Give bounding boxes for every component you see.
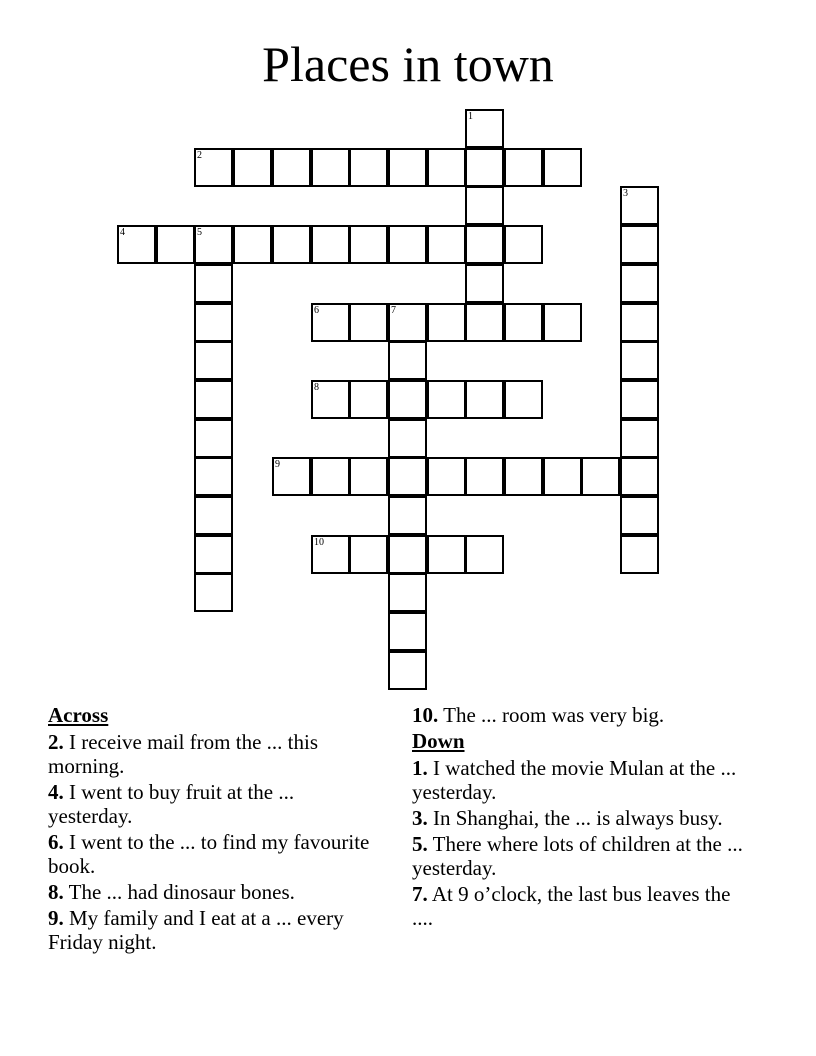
crossword-cell[interactable]: [620, 496, 659, 535]
crossword-cell[interactable]: [465, 109, 504, 148]
clue-number: 9.: [48, 906, 64, 930]
clue-across-10: [412, 703, 752, 727]
crossword-cell[interactable]: [388, 651, 427, 690]
crossword-cell[interactable]: [427, 535, 466, 574]
crossword-cell[interactable]: [620, 303, 659, 342]
crossword-cell[interactable]: [543, 303, 582, 342]
across-heading: Across: [48, 703, 109, 727]
clue-number: 10.: [412, 703, 439, 727]
clue-text: At 9 o’clock, the last bus leaves the ....: [412, 882, 731, 930]
clue-number: 3.: [412, 806, 428, 830]
crossword-cell[interactable]: [620, 380, 659, 419]
crossword-cell[interactable]: [620, 341, 659, 380]
page-title: Places in town: [262, 36, 554, 92]
crossword-cell[interactable]: [388, 148, 427, 187]
crossword-cell[interactable]: [349, 380, 388, 419]
crossword-cell[interactable]: [620, 535, 659, 574]
crossword-cell[interactable]: [504, 225, 543, 264]
crossword-cell[interactable]: [427, 303, 466, 342]
cell-number: 10: [314, 537, 324, 548]
crossword-cell[interactable]: [117, 225, 156, 264]
crossword-cell[interactable]: [194, 303, 233, 342]
crossword-cell[interactable]: [194, 496, 233, 535]
cell-number: 8: [314, 382, 319, 393]
crossword-cell[interactable]: [620, 419, 659, 458]
crossword-cell[interactable]: [233, 148, 272, 187]
clue-across-2: [48, 730, 373, 778]
crossword-cell[interactable]: [194, 380, 233, 419]
crossword-cell[interactable]: [504, 380, 543, 419]
clue-number: 7.: [412, 882, 428, 906]
crossword-cell[interactable]: [194, 225, 233, 264]
clue-text: In Shanghai, the ... is always busy.: [433, 806, 723, 830]
crossword-cell[interactable]: [581, 457, 620, 496]
cell-number: 9: [275, 459, 280, 470]
clue-down-1: [412, 756, 752, 804]
crossword-cell[interactable]: [194, 341, 233, 380]
crossword-cell[interactable]: [388, 341, 427, 380]
crossword-cell[interactable]: [194, 457, 233, 496]
clue-number: 6.: [48, 830, 64, 854]
crossword-cell[interactable]: [388, 496, 427, 535]
clue-text: I watched the movie Mulan at the ... yesterday.: [412, 756, 737, 804]
crossword-cell[interactable]: [233, 225, 272, 264]
cell-number: 3: [623, 188, 628, 199]
crossword-cell[interactable]: [620, 186, 659, 225]
crossword-cell[interactable]: [194, 535, 233, 574]
crossword-cell[interactable]: [349, 457, 388, 496]
crossword-cell[interactable]: [427, 380, 466, 419]
crossword-cell[interactable]: [349, 303, 388, 342]
crossword-cell[interactable]: [504, 148, 543, 187]
clue-down-5: [412, 832, 752, 880]
crossword-cell[interactable]: [388, 612, 427, 651]
crossword-cell[interactable]: [349, 148, 388, 187]
crossword-cell[interactable]: [427, 148, 466, 187]
clues-right-column: [412, 703, 752, 932]
clue-text: I went to the ... to find my favourite book.: [48, 830, 370, 878]
crossword-cell[interactable]: [388, 225, 427, 264]
crossword-cell[interactable]: [272, 457, 311, 496]
clue-text: There where lots of children at the ... yesterday.: [412, 832, 743, 880]
crossword-cell[interactable]: [388, 303, 427, 342]
clue-across-6: [48, 830, 373, 878]
crossword-cell[interactable]: [504, 303, 543, 342]
cell-number: 4: [120, 227, 125, 238]
crossword-cell[interactable]: [349, 225, 388, 264]
crossword-cell[interactable]: [272, 225, 311, 264]
crossword-cell[interactable]: [388, 419, 427, 458]
crossword-cell[interactable]: [272, 148, 311, 187]
clue-down-7: [412, 882, 752, 930]
clues-left-column: [48, 703, 373, 956]
cell-number: 2: [197, 150, 202, 161]
clue-text: The ... room was very big.: [443, 703, 665, 727]
crossword-cell[interactable]: [620, 225, 659, 264]
clue-text: My family and I eat at a ... every Friday night.: [48, 906, 344, 954]
crossword-cell[interactable]: [543, 148, 582, 187]
crossword-cell[interactable]: [311, 457, 350, 496]
clue-text: The ... had dinosaur bones.: [68, 880, 295, 904]
crossword-cell[interactable]: [465, 303, 504, 342]
crossword-cell[interactable]: [504, 457, 543, 496]
clue-number: 4.: [48, 780, 64, 804]
crossword-cell[interactable]: [311, 303, 350, 342]
crossword-cell[interactable]: [465, 186, 504, 225]
crossword-cell[interactable]: [620, 264, 659, 303]
crossword-cell[interactable]: [388, 573, 427, 612]
crossword-cell[interactable]: [620, 457, 659, 496]
crossword-cell[interactable]: [427, 225, 466, 264]
down-heading: Down: [412, 729, 465, 753]
clue-across-9: [48, 906, 373, 954]
crossword-cell[interactable]: [465, 380, 504, 419]
crossword-cell[interactable]: [543, 457, 582, 496]
crossword-cell[interactable]: [388, 380, 427, 419]
crossword-cell[interactable]: [156, 225, 195, 264]
crossword-cell[interactable]: [311, 380, 350, 419]
cell-number: 1: [468, 111, 473, 122]
clue-number: 1.: [412, 756, 428, 780]
clue-text: I receive mail from the ... this morning.: [48, 730, 318, 778]
crossword-cell[interactable]: [311, 225, 350, 264]
crossword-cell[interactable]: [311, 148, 350, 187]
crossword-cell[interactable]: [194, 148, 233, 187]
crossword-cell[interactable]: [388, 457, 427, 496]
crossword-cell[interactable]: [465, 535, 504, 574]
clue-across-4: [48, 780, 373, 828]
crossword-cell[interactable]: [194, 573, 233, 612]
crossword-cell[interactable]: [465, 264, 504, 303]
crossword-cell[interactable]: [465, 457, 504, 496]
clue-down-3: [412, 806, 752, 830]
crossword-cell[interactable]: [388, 535, 427, 574]
crossword-cell[interactable]: [465, 225, 504, 264]
crossword-cell[interactable]: [311, 535, 350, 574]
clue-across-8: [48, 880, 373, 904]
cell-number: 6: [314, 305, 319, 316]
clue-text: I went to buy fruit at the ... yesterday.: [48, 780, 295, 828]
cell-number: 7: [391, 305, 396, 316]
clue-number: 2.: [48, 730, 64, 754]
crossword-cell[interactable]: [465, 148, 504, 187]
crossword-cell[interactable]: [194, 419, 233, 458]
crossword-cell[interactable]: [194, 264, 233, 303]
clue-number: 5.: [412, 832, 428, 856]
clue-number: 8.: [48, 880, 64, 904]
crossword-cell[interactable]: [349, 535, 388, 574]
crossword-cell[interactable]: [427, 457, 466, 496]
cell-number: 5: [197, 227, 202, 238]
